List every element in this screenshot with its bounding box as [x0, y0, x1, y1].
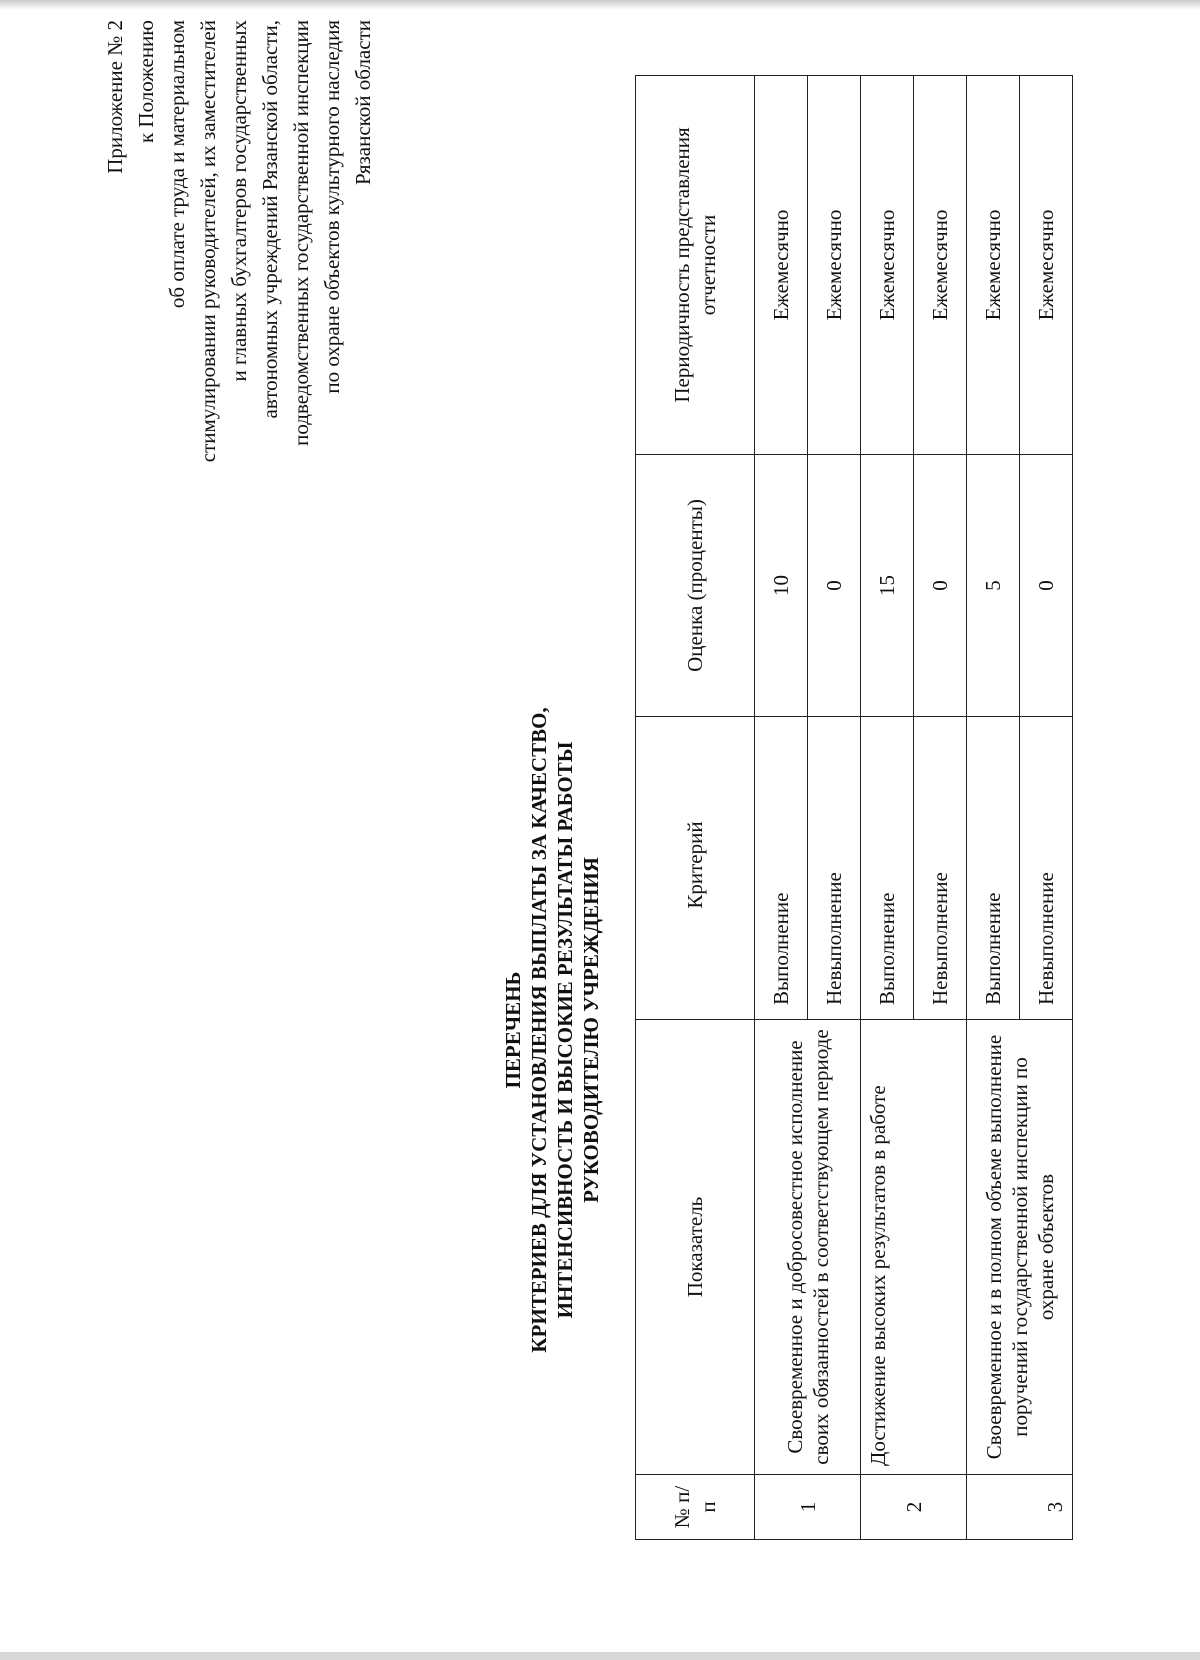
- row-criterion: Невыполнение: [808, 717, 861, 1020]
- row-criterion: Невыполнение: [914, 717, 967, 1020]
- row-criterion: Невыполнение: [1020, 717, 1073, 1020]
- appendix-line: об оплате труда и материальном: [165, 20, 189, 309]
- table-row: [755, 76, 808, 1540]
- row-num: 3: [967, 1475, 1073, 1540]
- scan-edge-bottom: [0, 1652, 1200, 1660]
- appendix-line: Рязанской области: [351, 20, 375, 186]
- appendix-line: стимулировании руководителей, их заместителей: [196, 20, 220, 463]
- document-title: [500, 400, 604, 1660]
- appendix-note: [100, 20, 379, 660]
- row-score: 10: [755, 455, 808, 717]
- row-score: 0: [808, 455, 861, 717]
- title-line: КРИТЕРИЕВ ДЛЯ УСТАНОВЛЕНИЯ ВЫПЛАТЫ ЗА КАЧЕСТВО,: [527, 707, 551, 1353]
- row-period: Ежемесячно: [861, 76, 914, 455]
- appendix-line: Приложение № 2: [103, 20, 127, 174]
- row-score: 15: [861, 455, 914, 717]
- row-num: 1: [755, 1475, 861, 1540]
- appendix-line: по охране объектов культурного наследия: [320, 20, 344, 394]
- title-line: РУКОВОДИТЕЛЮ УЧРЕЖДЕНИЯ: [579, 857, 603, 1203]
- header-criterion: Критерий: [636, 717, 755, 1020]
- row-period: Ежемесячно: [808, 76, 861, 455]
- title-line: ИНТЕНСИВНОСТЬ И ВЫСОКИЕ РЕЗУЛЬТАТЫ РАБОТЫ: [553, 741, 577, 1319]
- header-num: № п/п: [636, 1475, 755, 1540]
- row-score: 5: [967, 455, 1020, 717]
- appendix-line: к Положению: [134, 20, 158, 144]
- row-score: 0: [1020, 455, 1073, 717]
- row-period: Ежемесячно: [1020, 76, 1073, 455]
- row-score: 0: [914, 455, 967, 717]
- appendix-line: и главных бухгалтеров государственных: [227, 20, 251, 382]
- row-criterion: Выполнение: [861, 717, 914, 1020]
- row-criterion: Выполнение: [967, 717, 1020, 1020]
- table-header: [636, 76, 755, 1540]
- row-indicator: Достижение высоких результатов в работе: [861, 1020, 967, 1475]
- row-indicator: Своевременное и добросовестное исполнение своих обязанностей в соответствующем периоде: [755, 1020, 861, 1475]
- row-period: Ежемесячно: [914, 76, 967, 455]
- table-row: [861, 76, 914, 1540]
- criteria-table: [635, 75, 1073, 1540]
- header-period: Периодичность представления отчетности: [636, 76, 755, 455]
- appendix-line: автономных учреждений Рязанской области,: [258, 20, 282, 419]
- row-indicator: Своевременное и в полном объеме выполнение поручений государственной инспекции по охране объектов: [967, 1020, 1073, 1475]
- row-period: Ежемесячно: [967, 76, 1020, 455]
- header-score: Оценка (проценты): [636, 455, 755, 717]
- row-num: 2: [861, 1475, 967, 1540]
- header-indicator: Показатель: [636, 1020, 755, 1475]
- row-criterion: Выполнение: [755, 717, 808, 1020]
- table-body: [755, 76, 1073, 1540]
- row-period: Ежемесячно: [755, 76, 808, 455]
- title-line: ПЕРЕЧЕНЬ: [501, 971, 525, 1089]
- table-row: [967, 76, 1020, 1540]
- header-row: [636, 76, 755, 1540]
- appendix-line: подведомственных государственной инспекции: [289, 20, 313, 446]
